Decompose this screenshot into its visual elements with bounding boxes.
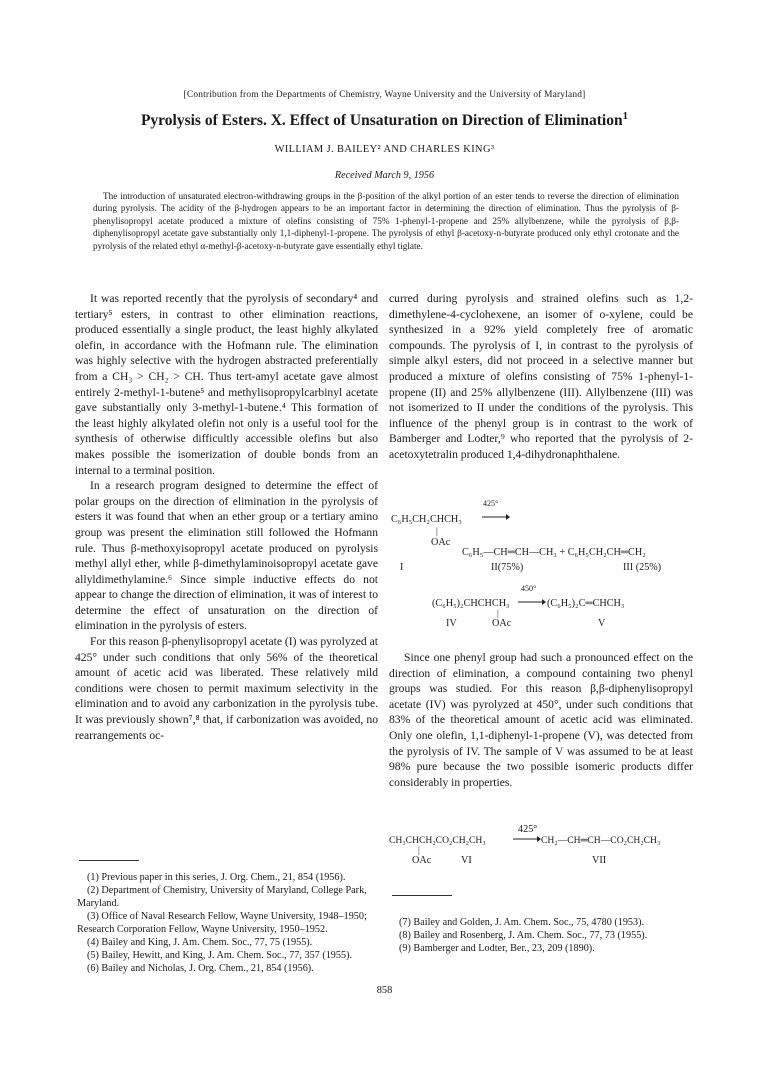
footnotes-right [389, 916, 693, 955]
scheme1-label-ii: II(75%) [491, 562, 524, 573]
footnotes-left [77, 871, 378, 975]
scheme1-reactant [391, 514, 462, 525]
body-paragraph: For this reason β-phenylisopropyl acetate (I) was pyrolyzed at 425° under such conditions that only 56% of the theoretical amount of acetic acid was liberated. These relatively mild conditions were chosen to permit maximum selectivity in the elimination and to avoid any carbonization in the pyrolysis tube. It was previously shown⁷,⁸ that, if carbonization was avoided, no rearrangements oc- [75, 635, 378, 742]
scheme3-product: CH₂—CH═CH—CO₂CH₂CH₃ [541, 835, 661, 846]
body-paragraph: curred during pyrolysis and strained olefins such as 1,2-dimethylene-4-cyclohexene, an isomer of o-xylene, could be synthesized in a 92% yield completely free of aromatic compounds. The pyrolysis of I, in contrast to the pyrolysis of simple alkyl esters, did not proceed in a selective manner but produced a mixture of olefins consisting of 75% 1-phenyl-1-propene (II) and 25% allylbenzene (III). Allylbenzene (III) was not isomerized to II under the conditions of the pyrolysis. This influence of the phenyl group is in contrast to the work of Bamberger and Lodter,⁹ who reported that the pyrolysis of 2-acetoxytetralin produced 1,4-dihydronaphthalene. [389, 292, 693, 461]
footnote: (2) Department of Chemistry, University of Maryland, College Park, Maryland. [77, 885, 367, 909]
title-footnote-mark: 1 [622, 109, 629, 122]
scheme3-arrow [511, 828, 541, 844]
footnote: (7) Bailey and Golden, J. Am. Chem. Soc., 75, 4780 (1953). [399, 917, 645, 928]
scheme2-bond: | [497, 608, 499, 618]
footnote: (3) Office of Naval Research Fellow, Wayne University, 1948–1950; Research Corporation Fellow, Wayne University, 1950–1952. [77, 911, 367, 935]
article-title-text: Pyrolysis of Esters. X. Effect of Unsaturation on Direction of Elimination [140, 112, 623, 129]
scheme2-label-v: V [598, 618, 606, 629]
body-paragraph: Since one phenyl group had such a pronounced effect on the direction of elimination, a compound containing two phenyl groups was studied. For this reason β,β-diphenylisopropyl acetate (IV) was pyrolyzed at 450°, under such conditions that 83% of the theoretical amount of acetic acid was eliminated. Only one olefin, 1,1-diphenyl-1-propene (V), was detected from the pyrolysis of IV. The sample of V was assumed to be at least 98% pure because the two possible isomeric products differ considerably in properties. [389, 651, 693, 789]
footnote: (5) Bailey, Hewitt, and King, J. Am. Chem. Soc., 77, 357 (1955). [87, 950, 353, 961]
footnote: (1) Previous paper in this series, J. Org. Chem., 21, 854 (1956). [87, 872, 346, 883]
scheme2-product: (C₆H₅)₂C═CHCH₃ [547, 598, 625, 609]
page-number: 858 [376, 985, 393, 996]
scheme2-label-iv: IV [446, 618, 457, 629]
received-date: Received March 9, 1956 [334, 170, 435, 181]
body-paragraph: It was reported recently that the pyrolysis of secondary⁴ and tertiary⁵ esters, in contrast to other elimination reactions, produced essentially a single product, the least highly alkylated olefin, in accordance with the Hofmann rule. The elimination was highly selective with the hydrogen abstracted preferentially from a CH₃ > CH₂ > CH. Thus tert-amyl acetate gave almost entirely 2-methyl-1-butene⁵ and methylisopropylcarbinyl acetate gave substantially only 3-methyl-1-butene.⁴ This formation of the least highly alkylated olefin not only is a useful tool for the synthesis of otherwise difficultly accessible olefins but also makes possible the isomerization of double bonds from an internal to a terminal position. [75, 292, 378, 477]
scheme1-products: C₆H₅—CH═CH—CH₃ + C₆H₅CH₂CH═CH₂ [462, 547, 646, 558]
body-paragraph: In a research program designed to determine the effect of polar groups on the direction of elimination in the pyrolysis of esters it was found that when an ether group or a tertiary amino group was present the elimination still followed the Hofmann rule. Thus β-methoxyisopropyl acetate produced on pyrolysis methyl allyl ether, while β-dimethylaminoisopropyl acetate gave allyldimethylamine.⁶ Since simple inductive effects do not appear to change the direction of elimination, it was of interest to determine the effect of unsaturation on the direction of elimination in the pyrolysis of esters. [75, 479, 378, 633]
right-column-middle [389, 650, 693, 790]
contribution-line: [Contribution from the Departments of Chemistry, Wayne University and the University of Maryland] [183, 90, 586, 100]
footnote: (4) Bailey and King, J. Am. Chem. Soc., 77, 75 (1955). [87, 937, 313, 948]
scheme3-temperature: 425° [518, 824, 538, 835]
scheme2-temperature: 450° [521, 584, 537, 593]
scheme3-label-vii: VII [592, 855, 607, 866]
left-column [75, 291, 378, 743]
footnote-rule-left [79, 860, 139, 861]
scheme1-temperature: 425° [483, 499, 499, 508]
scheme1-reactant-formula: C₆H₅CH₂CHCH₃ [391, 514, 462, 525]
abstract: The introduction of unsaturated electron-withdrawing groups in the β-position of the alkyl portion of an ester tends to reverse the direction of elimination during pyrolysis. The acidity of the β-hydrogen appears to be an important factor in determining the direction of elimination. Thus the pyrolysis of β-phenylisopropyl acetate produced a mixture of olefins consisting of 75% 1-phenyl-1-propene and 25% allylbenzene, while the pyrolysis of β,β-diphenylisopropyl acetate gave substantially only 1,1-diphenyl-1-propene. The pyrolysis of ethyl β-acetoxy-n-butyrate produced only ethyl crotonate and the pyrolysis of the related ethyl α-methyl-β-acetoxy-n-butyrate gave essentially ethyl tiglate. [93, 191, 679, 251]
scheme3-oac: OAc [412, 855, 432, 866]
scheme1-oac: OAc [431, 537, 451, 548]
author-line: WILLIAM J. BAILEY² AND CHARLES KING³ [274, 144, 495, 155]
scheme2-oac: OAc [492, 618, 512, 629]
scheme3-reactant: CH₃CHCH₂CO₂CH₂CH₃ [389, 835, 486, 846]
scheme1-label-iii: III (25%) [623, 562, 662, 573]
scheme1-label-i: I [400, 562, 404, 573]
article-title [40, 109, 729, 130]
footnote: (8) Bailey and Rosenberg, J. Am. Chem. Soc., 77, 73 (1955). [399, 930, 648, 941]
scheme3-bond: | [418, 845, 420, 855]
scheme1-bond: | [436, 526, 438, 536]
footnote-rule-right [392, 895, 452, 896]
scheme2-reactant: (C₆H₅)₂CHCHCH₃ [432, 598, 510, 609]
scheme3-label-vi: VI [461, 855, 472, 866]
right-column-top [389, 291, 693, 463]
footnote: (9) Bamberger and Lodter, Ber., 23, 209 (1890). [399, 943, 595, 954]
footnote: (6) Bailey and Nicholas, J. Org. Chem., 21, 854 (1956). [87, 963, 314, 974]
